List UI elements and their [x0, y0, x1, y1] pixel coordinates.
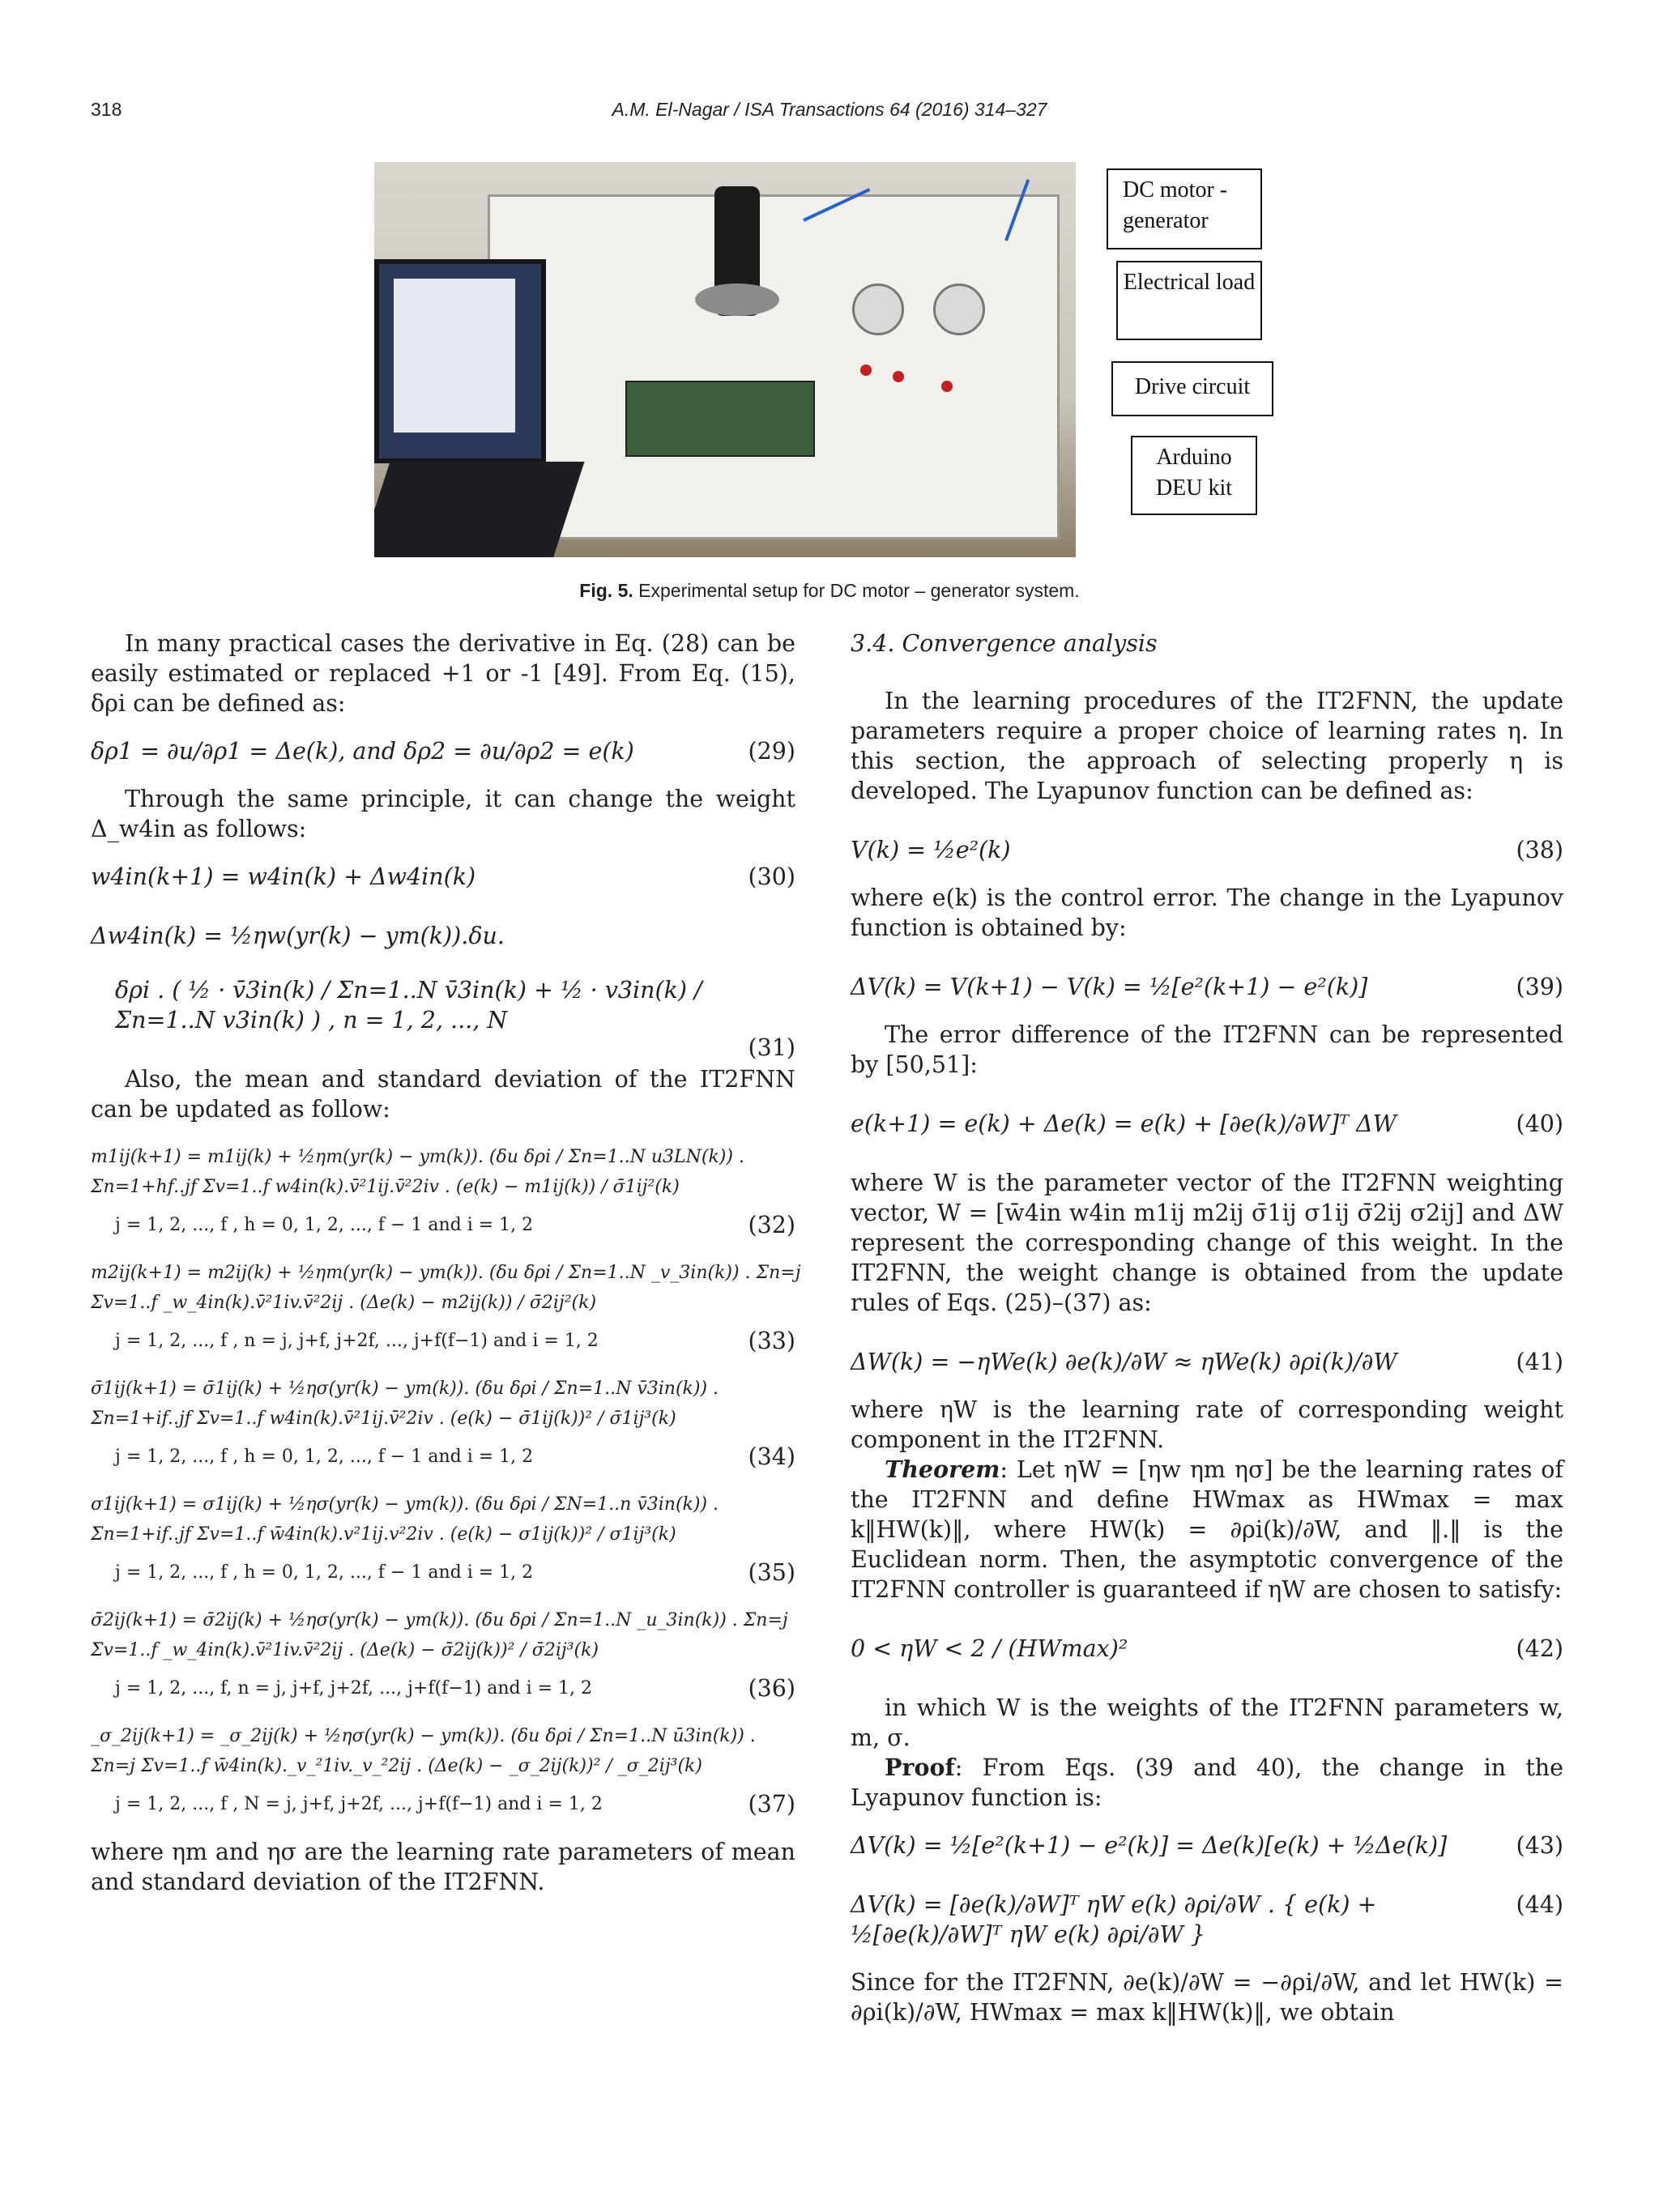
equation-39: ΔV(k) = V(k+1) − V(k) = ½[e²(k+1) − e²(k)] (39): [851, 974, 1563, 1000]
figure-caption-label: Fig. 5.: [579, 580, 633, 601]
paragraph: Also, the mean and standard deviation of the IT2FNN can be updated as follow:: [91, 1066, 795, 1123]
page-number: 318: [91, 99, 122, 120]
equation-42: 0 < ηW < 2 / (HWmax)² (42): [851, 1635, 1563, 1662]
laptop: [374, 259, 546, 463]
label-arduino-kit: Arduino DEU kit: [1131, 436, 1257, 515]
equation-41: ΔW(k) = −ηWe(k) ∂e(k)/∂W ≈ ηWe(k) ∂ρi(k)/∂W (41): [851, 1349, 1563, 1375]
running-header: A.M. El-Nagar / ISA Transactions 64 (2016) 314–327: [612, 99, 1047, 120]
laptop-screen: [394, 279, 515, 433]
paragraph: where ηW is the learning rate of corresponding weight component in the IT2FNN.: [851, 1396, 1563, 1453]
terminal: [860, 364, 872, 376]
proof: [851, 1753, 1563, 1813]
arduino-board: [625, 381, 815, 457]
paragraph: In many practical cases the derivative in Eq. (28) can be easily estimated or replaced +1 or -1 [49]. From Eq. (15), δρi can be defined as:: [91, 630, 795, 717]
coupling-gear: [695, 283, 779, 316]
laptop-keyboard: [374, 462, 584, 557]
proof-label: Proof: [885, 1754, 955, 1781]
proof-text: : From Eqs. (39 and 40), the change in the Lyapunov function is:: [851, 1754, 1563, 1811]
load-lamp: [852, 283, 904, 335]
figure-caption-text: Experimental setup for DC motor – generator system.: [638, 580, 1080, 601]
theorem-text: : Let ηW = [ηw ηm ησ] be the learning rates of the IT2FNN and define HWmax as HWmax = max k‖HW(k)‖, where HW(k) = ∂ρi(k)/∂W, and ‖.‖ is the Euclidean norm. Then, the asymptotic convergence of the IT2FNN controller is guaranteed if ηW are chosen to satisfy:: [851, 1456, 1563, 1603]
load-lamp: [933, 283, 985, 335]
paragraph: in which W is the weights of the IT2FNN parameters w, m, σ.: [851, 1694, 1563, 1751]
equation-30: w4in(k+1) = w4in(k) + Δw4in(k) (30): [91, 863, 795, 890]
equation-43: ΔV(k) = ½[e²(k+1) − e²(k)] = Δe(k)[e(k) + ½Δe(k)] (43): [851, 1832, 1563, 1859]
theorem-label: Theorem: [885, 1455, 1000, 1483]
equation-32: m1ij(k+1) = m1ij(k) + ½ηm(yr(k) − ym(k)). (δu δρi / Σn=1..N u3LN(k)) . Σn=1+hf..jf Σv=1..f w4in(k).v̄²1ij.v̄²2iv . (e(k) − m1ij(k)) / σ̄1ij²(k) j = 1, 2, ..., f , h = 0, 1, 2, ..., f − 1 and i = 1, 2 (32): [91, 1147, 795, 1238]
paragraph: where W is the parameter vector of the IT2FNN weighting vector, W = [w̄4in w4in m1ij m2ij σ̄1ij σ1ij σ̄2ij σ2ij] and ΔW represent the corresponding change of this weight. In the IT2FNN, the weight change is obtained from the update rules of Eqs. (25)–(37) as:: [851, 1170, 1563, 1316]
right-column: [851, 629, 1563, 2027]
paragraph: Through the same principle, it can change the weight Δ_w4in as follows:: [91, 786, 795, 842]
paragraph: In the learning procedures of the IT2FNN, the update parameters require a proper choice of learning rates η. In this section, the approach of selecting properly η is developed. The Lyapunov function can be defined as:: [851, 688, 1563, 804]
terminal: [941, 381, 953, 392]
figure-caption: [0, 580, 1659, 602]
equation-38: V(k) = ½e²(k) (38): [851, 837, 1563, 863]
terminal: [893, 371, 904, 382]
equation-44: ΔV(k) = [∂e(k)/∂W]ᵀ ηW e(k) ∂ρi/∂W . { e(k) + ½[∂e(k)/∂W]ᵀ ηW e(k) ∂ρi/∂W } (44): [851, 1891, 1563, 1948]
theorem: [851, 1455, 1563, 1605]
equation-36: σ̄2ij(k+1) = σ̄2ij(k) + ½ησ(yr(k) − ym(k)). (δu δρi / Σn=1..N _u_3in(k)) . Σn=j Σv=1..f _w_4in(k).v̄²1iv.v̄²2ij . (Δe(k) − σ̄2ij(k))² / σ̄2ij³(k) j = 1, 2, ..., f, n = j, j+f, j+2f, ..., j+f(f−1) and i = 1, 2 (36): [91, 1610, 795, 1702]
equation-37: _σ_2ij(k+1) = _σ_2ij(k) + ½ησ(yr(k) − ym(k)). (δu δρi / Σn=1..N ū3in(k)) . Σn=j Σv=1..f w̄4in(k)._v_²1iv._v_²2ij . (Δe(k) − _σ_2ij(k))² / _σ_2ij³(k) j = 1, 2, ..., f , N = j, j+f, j+2f, ..., j+f(f−1) and i = 1, 2 (37): [91, 1726, 795, 1818]
equation-33: m2ij(k+1) = m2ij(k) + ½ηm(yr(k) − ym(k)). (δu δρi / Σn=1..N _v_3in(k)) . Σn=j Σv=1..f _w_4in(k).v̄²1iv.v̄²2ij . (Δe(k) − m2ij(k)) / σ̄2ij²(k) j = 1, 2, ..., f , n = j, j+f, j+2f, ..., j+f(f−1) and i = 1, 2 (33): [91, 1263, 801, 1354]
paragraph: where ηm and ησ are the learning rate parameters of mean and standard deviation of the IT2FNN.: [91, 1839, 795, 1895]
equation-29: δρ1 = ∂u/∂ρ1 = Δe(k), and δρ2 = ∂u/∂ρ2 = e(k) (29): [91, 738, 795, 765]
equation-40: e(k+1) = e(k) + Δe(k) = e(k) + [∂e(k)/∂W]ᵀ ΔW (40): [851, 1110, 1563, 1137]
label-drive-circuit: Drive circuit: [1111, 361, 1273, 416]
equation-31: Δw4in(k) = ½ηw(yr(k) − ym(k)).δu. δρi . ( ½ · v̄3in(k) / Σn=1..N v̄3in(k) + ½ · v3in(k) / Σn=1..N v3in(k) ) , n = 1, 2, ..., N (31): [91, 923, 795, 1061]
experimental-setup-photo: [374, 162, 1076, 557]
label-dc-motor: DC motor - generator: [1107, 168, 1262, 249]
equation-35: σ1ij(k+1) = σ1ij(k) + ½ησ(yr(k) − ym(k)). (δu δρi / ΣN=1..n v̄3in(k)) . Σn=1+if..jf Σv=1..f w̄4in(k).v²1ij.v²2iv . (e(k) − σ1ij(k))² / σ1ij³(k) j = 1, 2, ..., f , h = 0, 1, 2, ..., f − 1 and i = 1, 2 (35): [91, 1494, 795, 1586]
label-electrical-load: Electrical load: [1116, 261, 1262, 340]
section-heading: 3.4. Convergence analysis: [851, 630, 1158, 657]
equation-34: σ̄1ij(k+1) = σ̄1ij(k) + ½ησ(yr(k) − ym(k)). (δu δρi / Σn=1..N v̄3in(k)) . Σn=1+if..jf Σv=1..f w4in(k).v̄²1ij.v̄²2iv . (e(k) − σ̄1ij(k))² / σ̄1ij³(k) j = 1, 2, ..., f , h = 0, 1, 2, ..., f − 1 and i = 1, 2 (34): [91, 1379, 795, 1470]
left-column: [91, 629, 801, 1897]
paragraph: Since for the IT2FNN, ∂e(k)/∂W = −∂ρi/∂W, and let HW(k) = ∂ρi(k)/∂W, HWmax = max k‖HW(k)‖, we obtain: [851, 1969, 1563, 2026]
paragraph: The error difference of the IT2FNN can be represented by [50,51]:: [851, 1021, 1563, 1078]
paragraph: where e(k) is the control error. The change in the Lyapunov function is obtained by:: [851, 884, 1563, 941]
